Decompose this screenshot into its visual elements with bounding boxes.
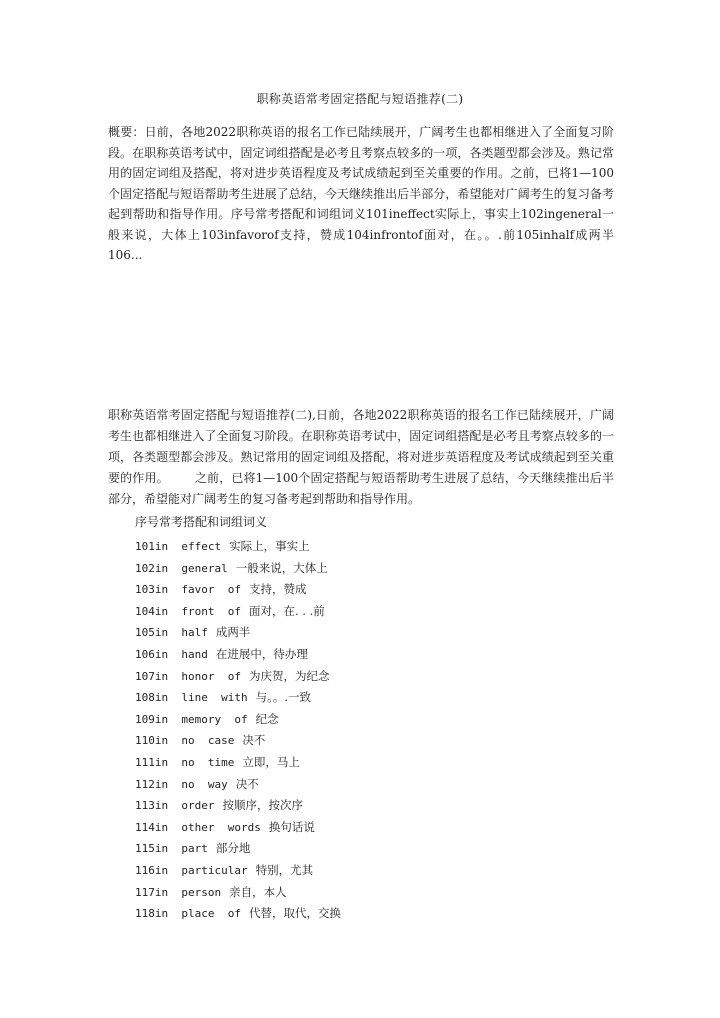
- summary-paragraph: 概要：日前，各地2022职称英语的报名工作已陆续展开，广阔考生也都相继进入了全面复习阶段。在职称英语考试中，固定词组搭配是必考且考察点较多的一项，各类题型都会涉及。熟记常用的固定词组及搭配，将对进步英语程度及考试成绩起到至关重要的作用。之前，已将1—100个固定搭配与短语帮助考生进展了总结，今天继续推出后半部分，希望能对广阔考生的复习备考起到帮助和指导作用。序号常考搭配和词组词义101ineffect实际上，事实上102ingeneral一般来说，大体上103infavorof支持，赞成104infrontof面对，在。。.前105inhalf成两半106...: [108, 125, 614, 262]
- list-item: [135, 752, 341, 774]
- phrase-english: 112in no way: [135, 777, 228, 791]
- phrase-english: 101in effect: [135, 540, 222, 553]
- list-item: [135, 644, 341, 666]
- phrase-english: 107in honor of: [135, 669, 241, 683]
- list-item: [135, 903, 341, 925]
- phrase-english: 118in place of: [135, 907, 241, 921]
- phrase-list-heading: 序号常考搭配和词组词义: [135, 515, 268, 529]
- phrase-english: 109in memory of: [135, 712, 248, 726]
- phrase-meaning: 立即，马上: [242, 754, 300, 769]
- phrase-english: 108in line with: [135, 691, 248, 705]
- phrase-english: 110in no case: [135, 734, 235, 748]
- phrase-list: [135, 536, 341, 925]
- list-item: [135, 795, 341, 817]
- body-text-part2: 之前，已将1—100个固定搭配与短语帮助考生进展了总结，今天继续推出后半部分，希望能对广阔考生的复习备考起到帮助和指导作用。: [108, 471, 614, 506]
- phrase-english: 117in person: [135, 885, 222, 899]
- list-item: [135, 838, 341, 860]
- document-title: 职称英语常考固定搭配与短语推荐(二): [256, 92, 464, 106]
- phrase-english: 113in order: [135, 799, 215, 813]
- list-item: [135, 558, 341, 580]
- phrase-english: 114in other words: [135, 820, 261, 834]
- phrase-meaning: 成两半: [215, 625, 251, 640]
- list-item: [135, 601, 341, 623]
- list-item: [135, 817, 341, 839]
- list-item: [135, 687, 341, 709]
- phrase-meaning: 部分地: [215, 841, 251, 856]
- phrase-meaning: 代替，取代，交换: [248, 906, 341, 921]
- list-item: [135, 622, 341, 644]
- list-item: [135, 666, 341, 688]
- phrase-english: 105in half: [135, 626, 208, 640]
- list-item: [135, 709, 341, 731]
- phrase-meaning: 面对，在. . .前: [248, 603, 325, 618]
- phrase-meaning: 按顺序，按次序: [222, 798, 303, 813]
- list-item: [135, 774, 341, 796]
- phrase-meaning: 换句话说: [268, 819, 315, 834]
- list-item: [135, 730, 341, 752]
- list-item: [135, 579, 341, 601]
- phrase-english: 116in particular: [135, 863, 248, 877]
- phrase-meaning: 特别，尤其: [255, 862, 314, 877]
- phrase-meaning: 实际上，事实上: [229, 539, 310, 553]
- phrase-english: 104in front of: [135, 604, 241, 618]
- phrase-english: 103in favor of: [135, 583, 241, 597]
- list-item: [135, 536, 341, 558]
- phrase-meaning: 纪念: [255, 711, 279, 726]
- body-text-part1: 职称英语常考固定搭配与短语推荐(二),日前，各地2022职称英语的报名工作已陆续展开，广阔考生也都相继进入了全面复习阶段。在职称英语考试中，固定词组搭配是必考且考察点较多的一项，各类题型都会涉及。熟记常用的固定词组及搭配，将对进步英语程度及考试成绩起到至关重要的作用。: [108, 408, 614, 485]
- phrase-meaning: 支持，赞成: [248, 582, 307, 597]
- phrase-meaning: 决不: [235, 776, 259, 791]
- phrase-meaning: 亲自，本人: [229, 884, 287, 899]
- list-item: [135, 882, 341, 904]
- phrase-english: 106in hand: [135, 647, 208, 661]
- phrase-meaning: 在进展中，待办理: [215, 646, 308, 661]
- phrase-meaning: 决不: [242, 733, 266, 748]
- phrase-meaning: 一般来说，大体上: [235, 560, 328, 575]
- body-paragraph: [108, 405, 614, 510]
- phrase-meaning: 为庆贺，为纪念: [248, 668, 330, 683]
- phrase-english: 102in general: [135, 561, 228, 575]
- list-item: [135, 860, 341, 882]
- phrase-meaning: 与。。.一致: [255, 690, 311, 705]
- phrase-english: 111in no time: [135, 755, 235, 769]
- phrase-english: 115in part: [135, 842, 208, 856]
